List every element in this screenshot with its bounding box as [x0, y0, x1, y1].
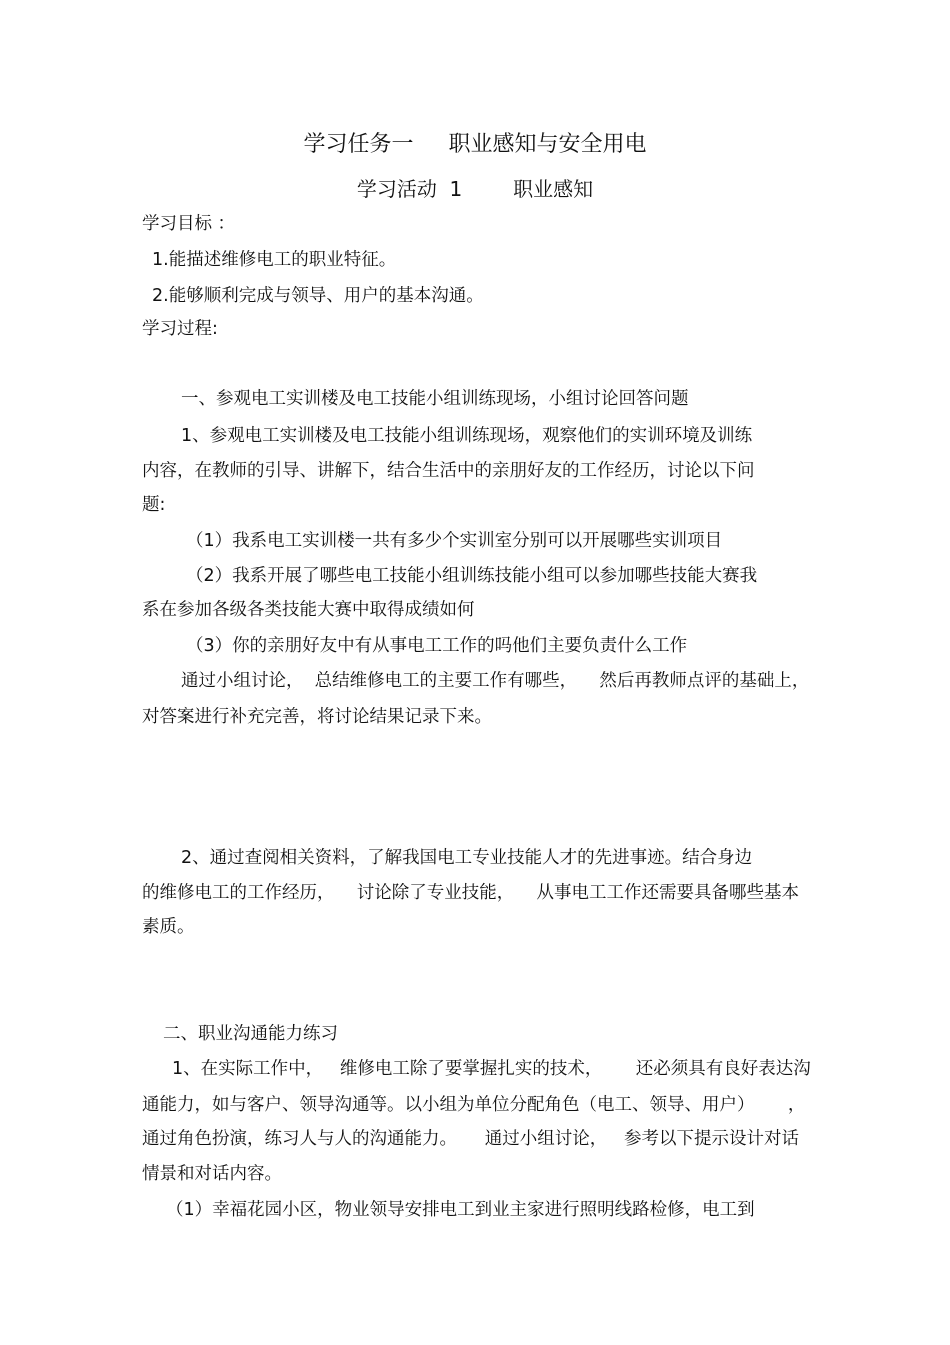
item-3-line-3: 通过角色扮演，练习人与人的沟通能力。 通过小组讨论， 参考以下提示设计对话: [142, 1129, 799, 1149]
item-1-line-3: 题:: [142, 495, 166, 515]
item-3-line-4: 情景和对话内容。: [142, 1164, 282, 1184]
item-2-line-2: 的维修电工的工作经历， 讨论除了专业技能， 从事电工工作还需要具备哪些基本: [142, 883, 799, 903]
section-1-heading: 一、参观电工实训楼及电工技能小组训练现场，小组讨论回答问题: [181, 389, 689, 409]
process-heading: 学习过程:: [142, 319, 218, 339]
item-3-line-1: 1、在实际工作中， 维修电工除了要掌握扎实的技术， 还必须具有良好表达沟: [172, 1059, 811, 1079]
item-2-line-3: 素质。: [142, 917, 195, 937]
objectives-heading: 学习目标 ：: [142, 214, 236, 234]
question-2-line-2: 系在参加各级各类技能大赛中取得成绩如何: [142, 600, 475, 620]
question-1: （1）我系电工实训楼一共有多少个实训室分别可以开展哪些实训项目: [186, 531, 723, 551]
item-1-line-1: 1、参观电工实训楼及电工技能小组训练现场，观察他们的实训环境及训练: [181, 426, 753, 446]
objective-2: 2.能够顺利完成与领导、用户的基本沟通。: [152, 286, 484, 306]
section-2-heading: 二、职业沟通能力练习: [163, 1024, 338, 1044]
objective-1: 1.能描述维修电工的职业特征。: [152, 250, 397, 270]
item-1-line-2: 内容，在教师的引导、讲解下，结合生活中的亲朋好友的工作经历，讨论以下问: [142, 461, 755, 481]
question-3: （3）你的亲朋好友中有从事电工工作的吗他们主要负责什么工作: [186, 636, 688, 656]
question-2-line-1: （2）我系开展了哪些电工技能小组训练技能小组可以参加哪些技能大赛我: [186, 566, 758, 586]
summary-line-1: 通过小组讨论， 总结维修电工的主要工作有哪些， 然后再教师点评的基础上，: [181, 671, 810, 691]
summary-line-2: 对答案进行补充完善，将讨论结果记录下来。: [142, 707, 492, 727]
page-subtitle: 学习活动 1 职业感知: [356, 177, 594, 201]
item-3-line-2: 通能力，如与客户、领导沟通等。以小组为单位分配角色（电工、领导、用户） ，: [142, 1095, 806, 1115]
page-title: 学习任务一 职业感知与安全用电: [303, 132, 647, 157]
scenario-1: （1）幸福花园小区，物业领导安排电工到业主家进行照明线路检修，电工到: [166, 1200, 755, 1220]
item-2-line-1: 2、通过查阅相关资料，了解我国电工专业技能人才的先进事迹。结合身边: [181, 848, 753, 868]
